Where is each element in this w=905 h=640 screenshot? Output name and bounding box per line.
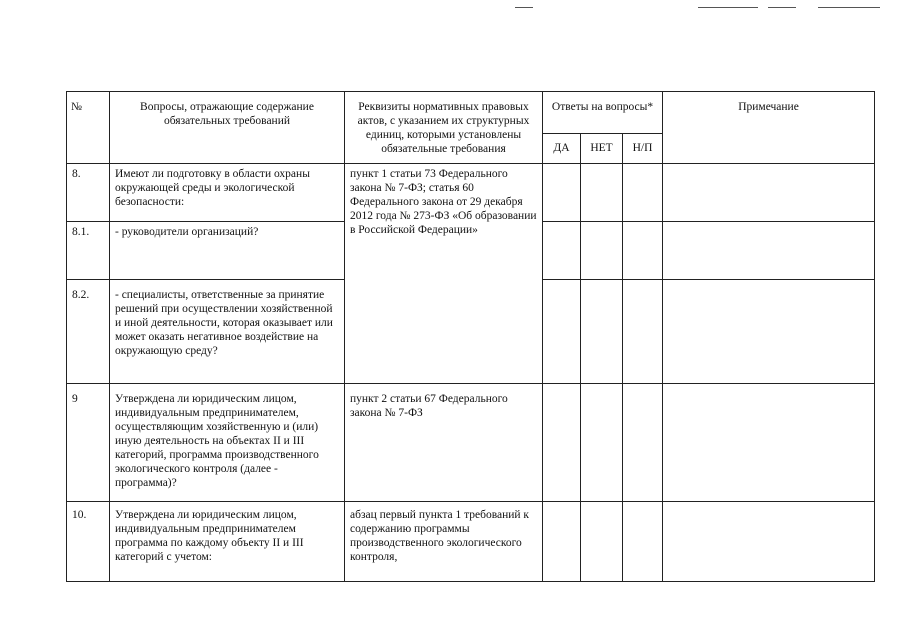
col-note-header: Примечание: [663, 92, 875, 164]
col-answers-header: Ответы на вопросы*: [543, 92, 663, 134]
checklist-table: [66, 91, 875, 582]
col-num-header: №: [67, 92, 110, 164]
top-rule-4: [818, 7, 880, 8]
col-question-header: Вопросы, отражающие содержание обязательных требований: [110, 92, 345, 164]
top-rule-3: [768, 7, 796, 8]
answer-yes-cell[interactable]: [543, 164, 581, 222]
answer-na-cell[interactable]: [623, 280, 663, 384]
row-requisites: абзац первый пункта 1 требований к содержанию программы производственного экологического контроля,: [345, 502, 543, 582]
row-question: Утверждена ли юридическим лицом, индивидуальным предпринимателем, осуществляющим хозяйственную и (или) иную деятельность на объектах II и III категорий, программа производственного экологического контроля (далее - программа)?: [110, 384, 345, 502]
table-row: [67, 502, 875, 582]
answer-yes-header: ДА: [543, 134, 581, 164]
answer-no-cell[interactable]: [581, 164, 623, 222]
answer-na-cell[interactable]: [623, 384, 663, 502]
row-requisites: пункт 2 статьи 67 Федерального закона № 7-ФЗ: [345, 384, 543, 502]
row-requisites: пункт 1 статьи 73 Федерального закона № 7-ФЗ; статья 60 Федерального закона от 29 декабря 2012 года № 273-ФЗ «Об образовании в Российской Федерации»: [345, 164, 543, 384]
answer-na-cell[interactable]: [623, 222, 663, 280]
row-question: - специалисты, ответственные за принятие решений при осуществлении хозяйственной и иной деятельности, которая оказывает или может оказать негативное воздействие на окружающую среду?: [110, 280, 345, 384]
answer-na-header: Н/П: [623, 134, 663, 164]
note-cell[interactable]: [663, 502, 875, 582]
row-question: Имеют ли подготовку в области охраны окружающей среды и экологической безопасности:: [110, 164, 345, 222]
table-row: [67, 384, 875, 502]
row-question: Утверждена ли юридическим лицом, индивидуальным предпринимателем программа по каждому объекту II и III категорий с учетом:: [110, 502, 345, 582]
row-number: 9: [67, 384, 110, 502]
note-cell[interactable]: [663, 384, 875, 502]
table-row: [67, 164, 875, 222]
note-cell[interactable]: [663, 164, 875, 222]
answer-na-cell[interactable]: [623, 502, 663, 582]
header-row-1: [67, 92, 875, 134]
answer-no-cell[interactable]: [581, 502, 623, 582]
top-rule-2: [698, 7, 758, 8]
top-rule-1: [515, 7, 533, 8]
answer-yes-cell[interactable]: [543, 384, 581, 502]
col-requisites-header: Реквизиты нормативных правовых актов, с указанием их структурных единиц, которыми установлены обязательные требования: [345, 92, 543, 164]
answer-no-cell[interactable]: [581, 222, 623, 280]
note-cell[interactable]: [663, 280, 875, 384]
answer-yes-cell[interactable]: [543, 502, 581, 582]
row-number: 8.: [67, 164, 110, 222]
note-cell[interactable]: [663, 222, 875, 280]
row-number: 10.: [67, 502, 110, 582]
row-question: - руководители организаций?: [110, 222, 345, 280]
row-number: 8.2.: [67, 280, 110, 384]
answer-no-header: НЕТ: [581, 134, 623, 164]
answer-yes-cell[interactable]: [543, 222, 581, 280]
answer-yes-cell[interactable]: [543, 280, 581, 384]
row-number: 8.1.: [67, 222, 110, 280]
answer-no-cell[interactable]: [581, 280, 623, 384]
answer-no-cell[interactable]: [581, 384, 623, 502]
answer-na-cell[interactable]: [623, 164, 663, 222]
